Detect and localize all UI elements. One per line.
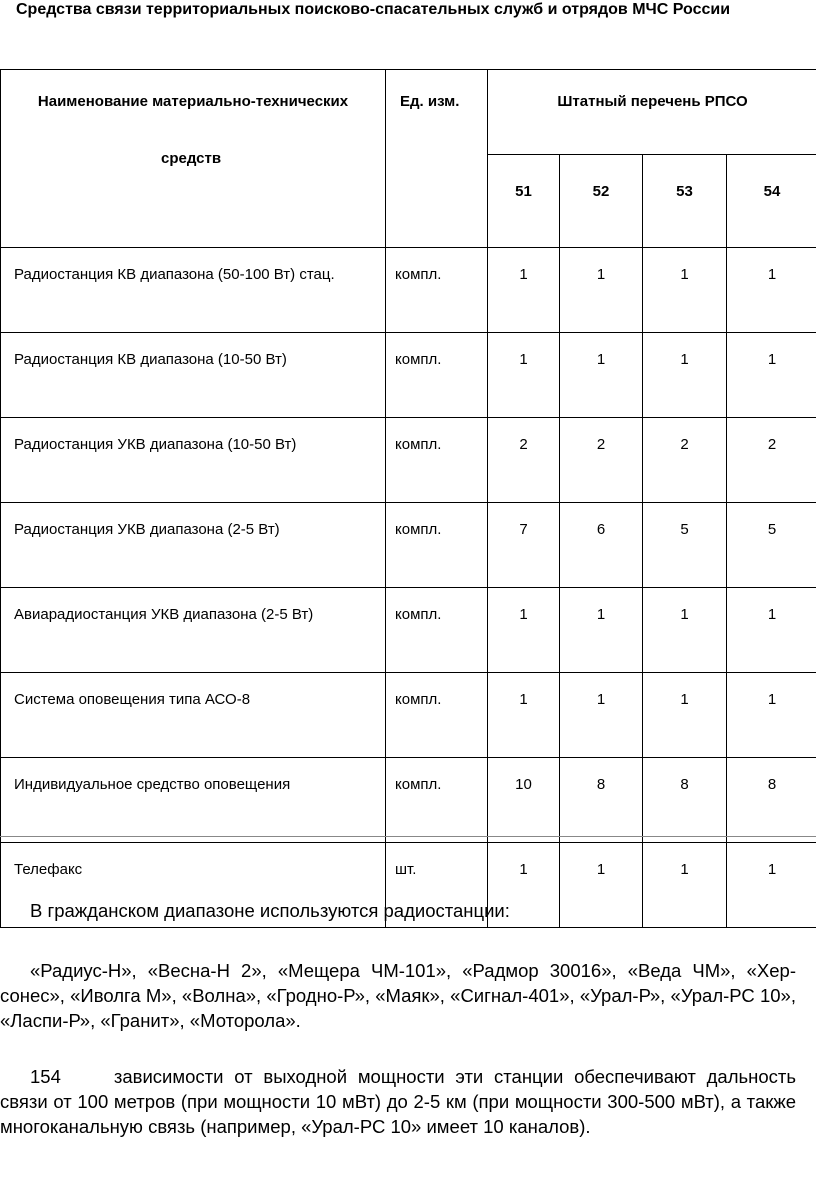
paragraph-range-text: зависимости от выходной мощности эти станции обеспечивают дальность связи от 100 метров (при мощности 10 мВт) до 2-5 км (при мощности 300-500 мВт), а также многоканальную связь (например, «Урал-РС 10» имеет 10 каналов). xyxy=(0,1066,796,1137)
equipment-table xyxy=(0,69,816,928)
row-value-cell: 1 xyxy=(727,588,816,673)
row-value-cell: 1 xyxy=(488,673,560,758)
row-name-cell: Индивидуальное средство оповещения xyxy=(1,758,386,843)
header-name-cell xyxy=(1,70,386,248)
header-sub-54: 54 xyxy=(727,155,816,248)
row-name-cell: Авиарадиостанция УКВ диапазона (2-5 Вт) xyxy=(1,588,386,673)
row-unit-cell: компл. xyxy=(386,333,488,418)
header-group-cell: Штатный перечень РПСО xyxy=(488,70,816,155)
row-name-cell: Радиостанция УКВ диапазона (10-50 Вт) xyxy=(1,418,386,503)
row-value-cell: 7 xyxy=(488,503,560,588)
row-value-cell: 1 xyxy=(643,843,727,928)
row-value-cell: 1 xyxy=(560,673,643,758)
row-unit-cell: шт. xyxy=(386,843,488,928)
page-number: 154 xyxy=(30,1066,61,1087)
row-value-cell: 2 xyxy=(560,418,643,503)
table-row xyxy=(1,588,816,673)
row-value-cell: 1 xyxy=(643,333,727,418)
row-unit-cell: компл. xyxy=(386,673,488,758)
row-value-cell: 1 xyxy=(643,248,727,333)
row-value-cell: 1 xyxy=(727,673,816,758)
row-name-cell: Телефакс xyxy=(1,843,386,928)
row-value-cell: 1 xyxy=(560,333,643,418)
header-unit-cell: Ед. изм. xyxy=(386,70,488,248)
row-value-cell: 1 xyxy=(488,588,560,673)
row-name-cell: Радиостанция КВ диапазона (10-50 Вт) xyxy=(1,333,386,418)
section-divider xyxy=(0,836,816,837)
paragraph-station-list: «Радиус-Н», «Весна-Н 2», «Мещера ЧМ-101», «Радмор 30016», «Веда ЧМ», «Хер-сонес», «Иволга М», «Волна», «Гродно-Р», «Маяк», «Сигнал-401», «Урал-Р», «Урал-РС 10», «Ласпи-Р», «Гранит», «Моторола». xyxy=(0,960,796,1031)
header-sub-51: 51 xyxy=(488,155,560,248)
page-title: Средства связи территориальных поисково-спасательных служб и отрядов МЧС России xyxy=(16,1,731,18)
row-unit-cell: компл. xyxy=(386,503,488,588)
row-value-cell: 1 xyxy=(560,248,643,333)
header-sub-52: 52 xyxy=(560,155,643,248)
row-unit-cell: компл. xyxy=(386,758,488,843)
row-value-cell: 8 xyxy=(727,758,816,843)
row-value-cell: 10 xyxy=(488,758,560,843)
row-value-cell: 5 xyxy=(727,503,816,588)
row-value-cell: 5 xyxy=(643,503,727,588)
row-name-cell: Система оповещения типа АСО-8 xyxy=(1,673,386,758)
row-name-cell: Радиостанция УКВ диапазона (2-5 Вт) xyxy=(1,503,386,588)
paragraph-intro: В гражданском диапазоне используются радиостанции: xyxy=(30,900,510,921)
header-sub-53: 53 xyxy=(643,155,727,248)
table-row xyxy=(1,758,816,843)
row-value-cell: 1 xyxy=(643,588,727,673)
row-value-cell: 1 xyxy=(727,333,816,418)
row-value-cell: 6 xyxy=(560,503,643,588)
row-value-cell: 1 xyxy=(488,333,560,418)
row-value-cell: 2 xyxy=(488,418,560,503)
row-value-cell: 2 xyxy=(727,418,816,503)
table-row xyxy=(1,248,816,333)
row-value-cell: 1 xyxy=(727,248,816,333)
table-row xyxy=(1,673,816,758)
row-name-cell: Радиостанция КВ диапазона (50-100 Вт) стац. xyxy=(1,248,386,333)
header-name-line1: Наименование материально-технических xyxy=(37,93,349,110)
table-row xyxy=(1,333,816,418)
row-unit-cell: компл. xyxy=(386,418,488,503)
row-value-cell: 8 xyxy=(643,758,727,843)
row-value-cell: 2 xyxy=(643,418,727,503)
paragraph-range xyxy=(0,1064,796,1139)
row-value-cell: 1 xyxy=(643,673,727,758)
row-unit-cell: компл. xyxy=(386,588,488,673)
row-value-cell: 8 xyxy=(560,758,643,843)
header-name-line2: средств xyxy=(161,150,222,167)
table-row xyxy=(1,503,816,588)
row-value-cell: 1 xyxy=(727,843,816,928)
row-value-cell: 1 xyxy=(560,588,643,673)
row-value-cell: 1 xyxy=(488,843,560,928)
table-row xyxy=(1,418,816,503)
row-unit-cell: компл. xyxy=(386,248,488,333)
row-value-cell: 1 xyxy=(488,248,560,333)
row-value-cell: 1 xyxy=(560,843,643,928)
table-header-row xyxy=(1,70,816,155)
